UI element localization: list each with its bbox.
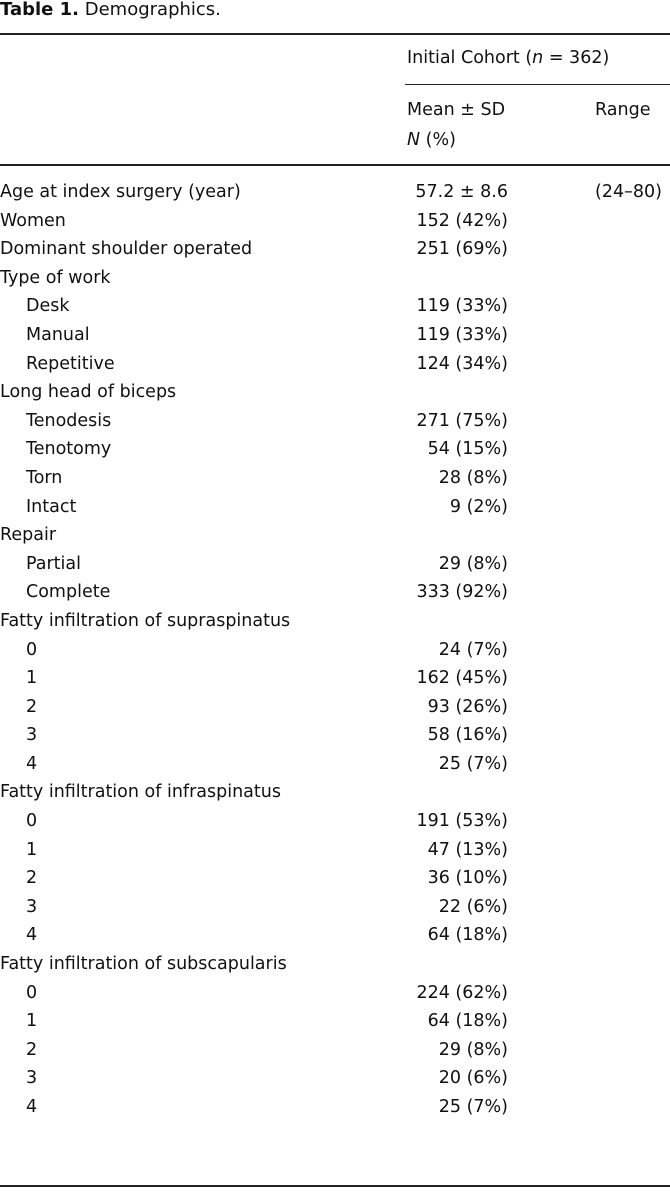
row-label: 4 <box>26 925 38 946</box>
row-label: Tenotomy <box>26 439 112 460</box>
table-row <box>0 464 670 493</box>
table-row <box>0 893 670 922</box>
row-label: Long head of biceps <box>0 382 177 403</box>
row-label: 3 <box>26 725 38 746</box>
row-label: Intact <box>26 496 77 517</box>
header-n: N <box>407 130 421 150</box>
table-row <box>0 979 670 1008</box>
table-row <box>0 207 670 236</box>
row-range: (24–80) <box>595 182 662 202</box>
row-value: 22 (6%) <box>438 896 508 917</box>
table-row <box>0 521 670 550</box>
table-row <box>0 693 670 722</box>
row-label: Repetitive <box>26 353 115 374</box>
row-label: 1 <box>26 1011 38 1032</box>
table-title <box>0 0 221 20</box>
row-value: 333 (92%) <box>416 582 508 603</box>
table-row <box>0 1093 670 1122</box>
row-label: Age at index surgery (year) <box>0 182 241 202</box>
row-value: 20 (6%) <box>438 1068 508 1089</box>
row-value: 25 (7%) <box>438 1097 508 1117</box>
table-row <box>0 807 670 836</box>
header-group-suffix: = 362) <box>543 48 610 68</box>
header-range: Range <box>595 100 651 120</box>
header-group-n: n <box>532 48 544 68</box>
table-row <box>0 578 670 607</box>
table-row <box>0 407 670 436</box>
header-group <box>407 48 609 68</box>
table-row <box>0 1007 670 1036</box>
row-value: 251 (69%) <box>416 239 508 260</box>
table-row <box>0 550 670 579</box>
row-label: 2 <box>26 696 38 717</box>
row-value: 152 (42%) <box>416 210 508 231</box>
row-label: 3 <box>26 896 38 917</box>
row-label: Dominant shoulder operated <box>0 239 253 260</box>
table-row <box>0 178 670 207</box>
table-row <box>0 321 670 350</box>
row-label: 2 <box>26 1039 38 1060</box>
header-pct: (%) <box>420 130 456 150</box>
row-value: 25 (7%) <box>438 753 508 774</box>
row-value: 124 (34%) <box>416 353 508 374</box>
row-label: 1 <box>26 668 38 689</box>
row-label: Tenodesis <box>26 410 112 431</box>
row-label: Manual <box>26 324 90 345</box>
row-value: 119 (33%) <box>416 324 508 345</box>
top-rule <box>0 33 670 35</box>
row-label: Women <box>0 210 66 231</box>
table-row <box>0 292 670 321</box>
row-value: 36 (10%) <box>427 868 508 889</box>
table-row <box>0 378 670 407</box>
table-row <box>0 750 670 779</box>
row-value: 64 (18%) <box>427 925 508 946</box>
row-label: Partial <box>26 553 81 574</box>
table-row <box>0 1064 670 1093</box>
row-label: Fatty infiltration of infraspinatus <box>0 782 281 803</box>
table-row <box>0 435 670 464</box>
header-group-prefix: Initial Cohort ( <box>407 48 533 68</box>
table-row <box>0 636 670 665</box>
table-row <box>0 864 670 893</box>
header-n-pct <box>407 130 456 150</box>
table-row <box>0 836 670 865</box>
table-row <box>0 950 670 979</box>
group-rule <box>405 84 670 85</box>
table-number: Table 1. <box>0 0 79 20</box>
row-label: 4 <box>26 753 38 774</box>
row-label: 4 <box>26 1097 38 1117</box>
table-row <box>0 493 670 522</box>
table-row <box>0 921 670 950</box>
row-value: 119 (33%) <box>416 296 508 317</box>
row-value: 93 (26%) <box>427 696 508 717</box>
row-label: Fatty infiltration of supraspinatus <box>0 610 291 631</box>
table-caption: Demographics. <box>84 0 221 20</box>
table-body <box>0 178 670 1122</box>
row-value: 28 (8%) <box>438 467 508 488</box>
row-value: 162 (45%) <box>416 668 508 689</box>
header-rule <box>0 164 670 166</box>
row-value: 58 (16%) <box>427 725 508 746</box>
row-value: 29 (8%) <box>438 1039 508 1060</box>
table-row <box>0 350 670 379</box>
row-value: 224 (62%) <box>416 982 508 1003</box>
row-value: 9 (2%) <box>449 496 508 517</box>
row-value: 64 (18%) <box>427 1011 508 1032</box>
bottom-rule <box>0 1185 670 1187</box>
row-value: 47 (13%) <box>427 839 508 860</box>
row-label: 3 <box>26 1068 38 1089</box>
row-value: 29 (8%) <box>438 553 508 574</box>
row-label: Type of work <box>0 267 111 288</box>
row-label: Repair <box>0 525 57 546</box>
table-row <box>0 721 670 750</box>
table-row <box>0 607 670 636</box>
row-label: 2 <box>26 868 38 889</box>
row-label: 1 <box>26 839 38 860</box>
row-value: 24 (7%) <box>438 639 508 660</box>
header-mean-sd: Mean ± SD <box>407 100 506 120</box>
table-row <box>0 664 670 693</box>
row-label: Complete <box>26 582 111 603</box>
row-label: Torn <box>26 467 63 488</box>
row-label: Desk <box>26 296 70 317</box>
row-value: 57.2 ± 8.6 <box>415 182 508 202</box>
table-row <box>0 235 670 264</box>
row-value: 54 (15%) <box>427 439 508 460</box>
row-value: 271 (75%) <box>416 410 508 431</box>
row-label: Fatty infiltration of subscapularis <box>0 954 287 975</box>
table-row <box>0 778 670 807</box>
row-value: 191 (53%) <box>416 811 508 832</box>
row-label: 0 <box>26 982 38 1003</box>
row-label: 0 <box>26 639 38 660</box>
row-label: 0 <box>26 811 38 832</box>
table-row <box>0 264 670 293</box>
table-row <box>0 1036 670 1065</box>
